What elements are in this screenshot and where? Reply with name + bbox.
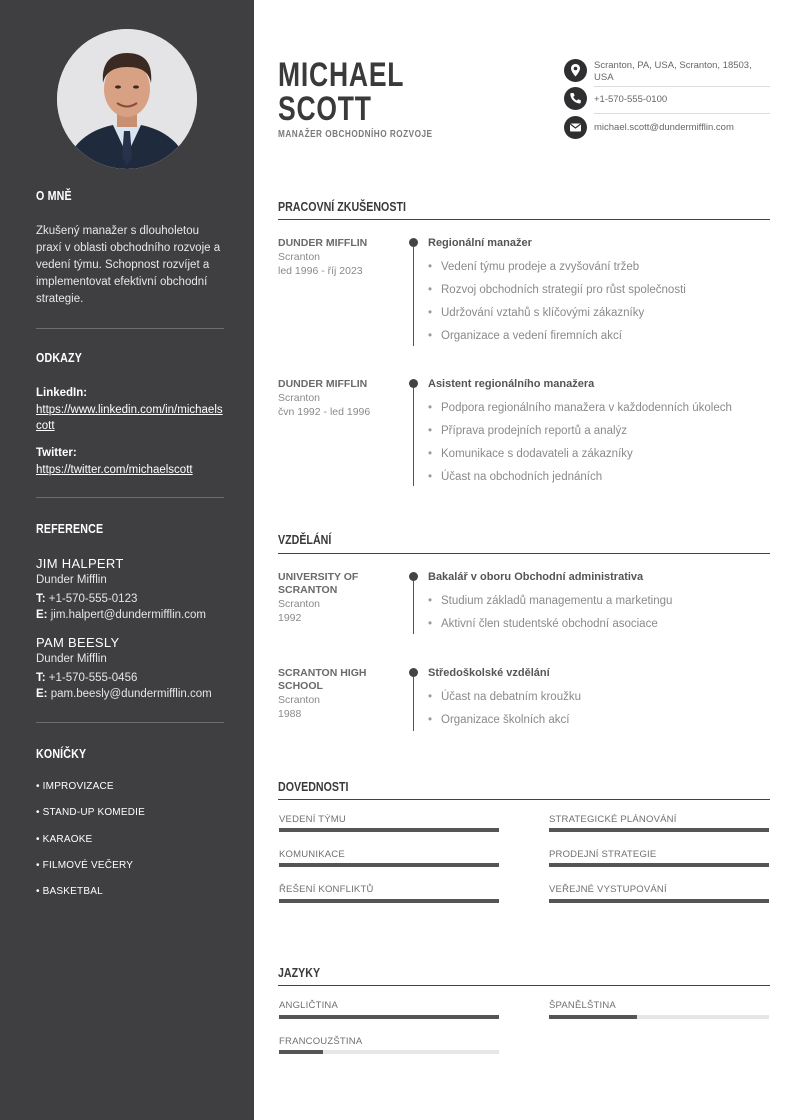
hobby-item: • STAND-UP KOMEDIE [36,807,145,818]
language-level-fill [549,1015,637,1019]
duty-item: • Vedení týmu prodeje a zvyšování tržeb [428,261,639,273]
reference-phone [36,593,137,605]
section-rule [278,553,770,554]
school-name-line: SCRANTON [278,584,338,596]
divider [36,328,224,329]
location-pin-icon [564,59,587,82]
languages-heading: JAZYKY [278,965,321,980]
school-name [278,667,398,693]
school-name-line: SCHOOL [278,680,323,692]
timeline-dot [409,668,418,677]
links-heading: ODKAZY [36,350,82,365]
envelope-icon [564,116,587,139]
graduation-year: 1988 [278,708,302,720]
phone-icon [564,87,587,110]
email-label: E: [36,609,48,621]
school-name-line: UNIVERSITY OF [278,571,359,583]
language-name: ANGLIČTINA [279,1000,339,1011]
phone-value: +1-570-555-0123 [48,593,138,605]
contact-email[interactable]: michael.scott@dundermifflin.com [594,122,734,133]
language-level-fill [279,1050,323,1054]
section-rule [278,219,770,220]
email-value: pam.beesly@dundermifflin.com [50,688,212,700]
section-rule [278,799,770,800]
school-location: Scranton [278,598,321,610]
skill-level-fill [279,899,499,903]
about-text: Zkušený manažer s dlouholetou praxí v oblasti obchodního rozvoje a vedení týmu. Schopnost rozvíjet a implementovat efektivní obchodní strategie. [36,225,221,305]
education-item: • Účast na debatním kroužku [428,691,581,703]
skill-name: STRATEGICKÉ PLÁNOVÁNÍ [549,814,677,825]
language-name: ŠPANĚLŠTINA [549,1000,616,1011]
divider [594,86,770,87]
language-level-fill [279,1015,499,1019]
about-heading: O MNĚ [36,188,72,203]
experience-heading: PRACOVNÍ ZKUŠENOSTI [278,199,406,214]
graduation-year: 1992 [278,612,302,624]
school-location: Scranton [278,694,321,706]
school-name-line: SCRANTON HIGH [278,667,367,679]
employment-dates: čvn 1992 - led 1996 [278,406,371,418]
skill-name: ŘEŠENÍ KONFLIKTŮ [279,884,374,895]
education-item: • Aktivní člen studentské obchodní asociace [428,618,658,630]
skill-level-bar [279,899,499,903]
profile-photo [57,29,197,169]
timeline-dot [409,379,418,388]
reference-phone [36,672,137,684]
timeline-line [413,383,414,486]
employer-location: Scranton [278,392,321,404]
skill-name: PRODEJNÍ STRATEGIE [549,849,657,860]
divider [594,113,770,114]
skill-level-bar [549,828,769,832]
employer-location: Scranton [278,251,321,263]
first-name: MICHAEL [278,56,405,94]
email-label: E: [36,688,48,700]
contact-address: Scranton, PA, USA, Scranton, 18503, USA [594,60,752,83]
language-level-bar [279,1015,499,1019]
phone-label: T: [36,672,46,684]
timeline-line [413,672,414,731]
school-name [278,571,398,597]
skill-level-fill [279,828,499,832]
education-heading: VZDĚLÁNÍ [278,532,332,547]
job-role: Regionální manažer [428,237,532,249]
job-title: MANAŽER OBCHODNÍHO ROZVOJE [278,129,433,140]
skill-level-bar [279,863,499,867]
linkedin-label: LinkedIn: [36,387,88,399]
skill-level-fill [549,899,769,903]
timeline-dot [409,572,418,581]
reference-name: PAM BEESLY [36,635,120,650]
skill-level-fill [549,863,769,867]
skill-name: VEŘEJNÉ VYSTUPOVÁNÍ [549,884,667,895]
hobby-item: • IMPROVIZACE [36,781,114,792]
duty-item: • Organizace a vedení firemních akcí [428,330,622,342]
skill-level-bar [279,828,499,832]
skill-level-bar [549,899,769,903]
last-name: SCOTT [278,90,372,128]
timeline-line [413,576,414,634]
references-heading: REFERENCE [36,521,104,536]
reference-email [36,688,212,700]
timeline-dot [409,238,418,247]
phone-value: +1-570-555-0456 [48,672,138,684]
reference-name: JIM HALPERT [36,556,124,571]
hobby-item: • BASKETBAL [36,886,103,897]
email-value: jim.halpert@dundermifflin.com [50,609,206,621]
skill-level-fill [279,863,499,867]
skills-heading: DOVEDNOSTI [278,779,349,794]
language-name: FRANCOUZŠTINA [279,1036,363,1047]
twitter-link[interactable]: https://twitter.com/michaelscott [36,464,193,476]
divider [36,722,224,723]
employer-name: DUNDER MIFFLIN [278,378,368,390]
degree: Středoškolské vzdělání [428,667,550,679]
duty-item: • Příprava prodejních reportů a analýz [428,425,627,437]
timeline-line [413,242,414,346]
duty-item: • Udržování vztahů s klíčovými zákazníky [428,307,644,319]
phone-label: T: [36,593,46,605]
skill-level-fill [549,828,769,832]
language-level-bar [279,1050,499,1054]
job-role: Asistent regionálního manažera [428,378,595,390]
sidebar [0,0,254,1120]
divider [36,497,224,498]
reference-email [36,609,206,621]
duty-item: • Rozvoj obchodních strategií pro růst společnosti [428,284,686,296]
linkedin-link[interactable]: https://www.linkedin.com/in/michaelscott [36,404,223,432]
hobby-item: • FILMOVÉ VEČERY [36,860,134,871]
contact-phone[interactable]: +1-570-555-0100 [594,94,668,105]
hobby-item: • KARAOKE [36,834,93,845]
section-rule [278,985,770,986]
duty-item: • Účast na obchodních jednáních [428,471,602,483]
reference-company: Dunder Mifflin [36,574,107,586]
language-level-bar [549,1015,769,1019]
employment-dates: led 1996 - říj 2023 [278,265,363,277]
education-item: • Studium základů managementu a marketingu [428,595,672,607]
skill-name: KOMUNIKACE [279,849,345,860]
duty-item: • Podpora regionálního manažera v každodenních úkolech [428,402,732,414]
education-item: • Organizace školních akcí [428,714,569,726]
employer-name: DUNDER MIFFLIN [278,237,368,249]
skill-level-bar [549,863,769,867]
degree: Bakalář v oboru Obchodní administrativa [428,571,644,583]
reference-company: Dunder Mifflin [36,653,107,665]
hobbies-heading: KONÍČKY [36,746,87,761]
twitter-label: Twitter: [36,447,77,459]
duty-item: • Komunikace s dodavateli a zákazníky [428,448,633,460]
skill-name: VEDENÍ TÝMU [279,814,346,825]
